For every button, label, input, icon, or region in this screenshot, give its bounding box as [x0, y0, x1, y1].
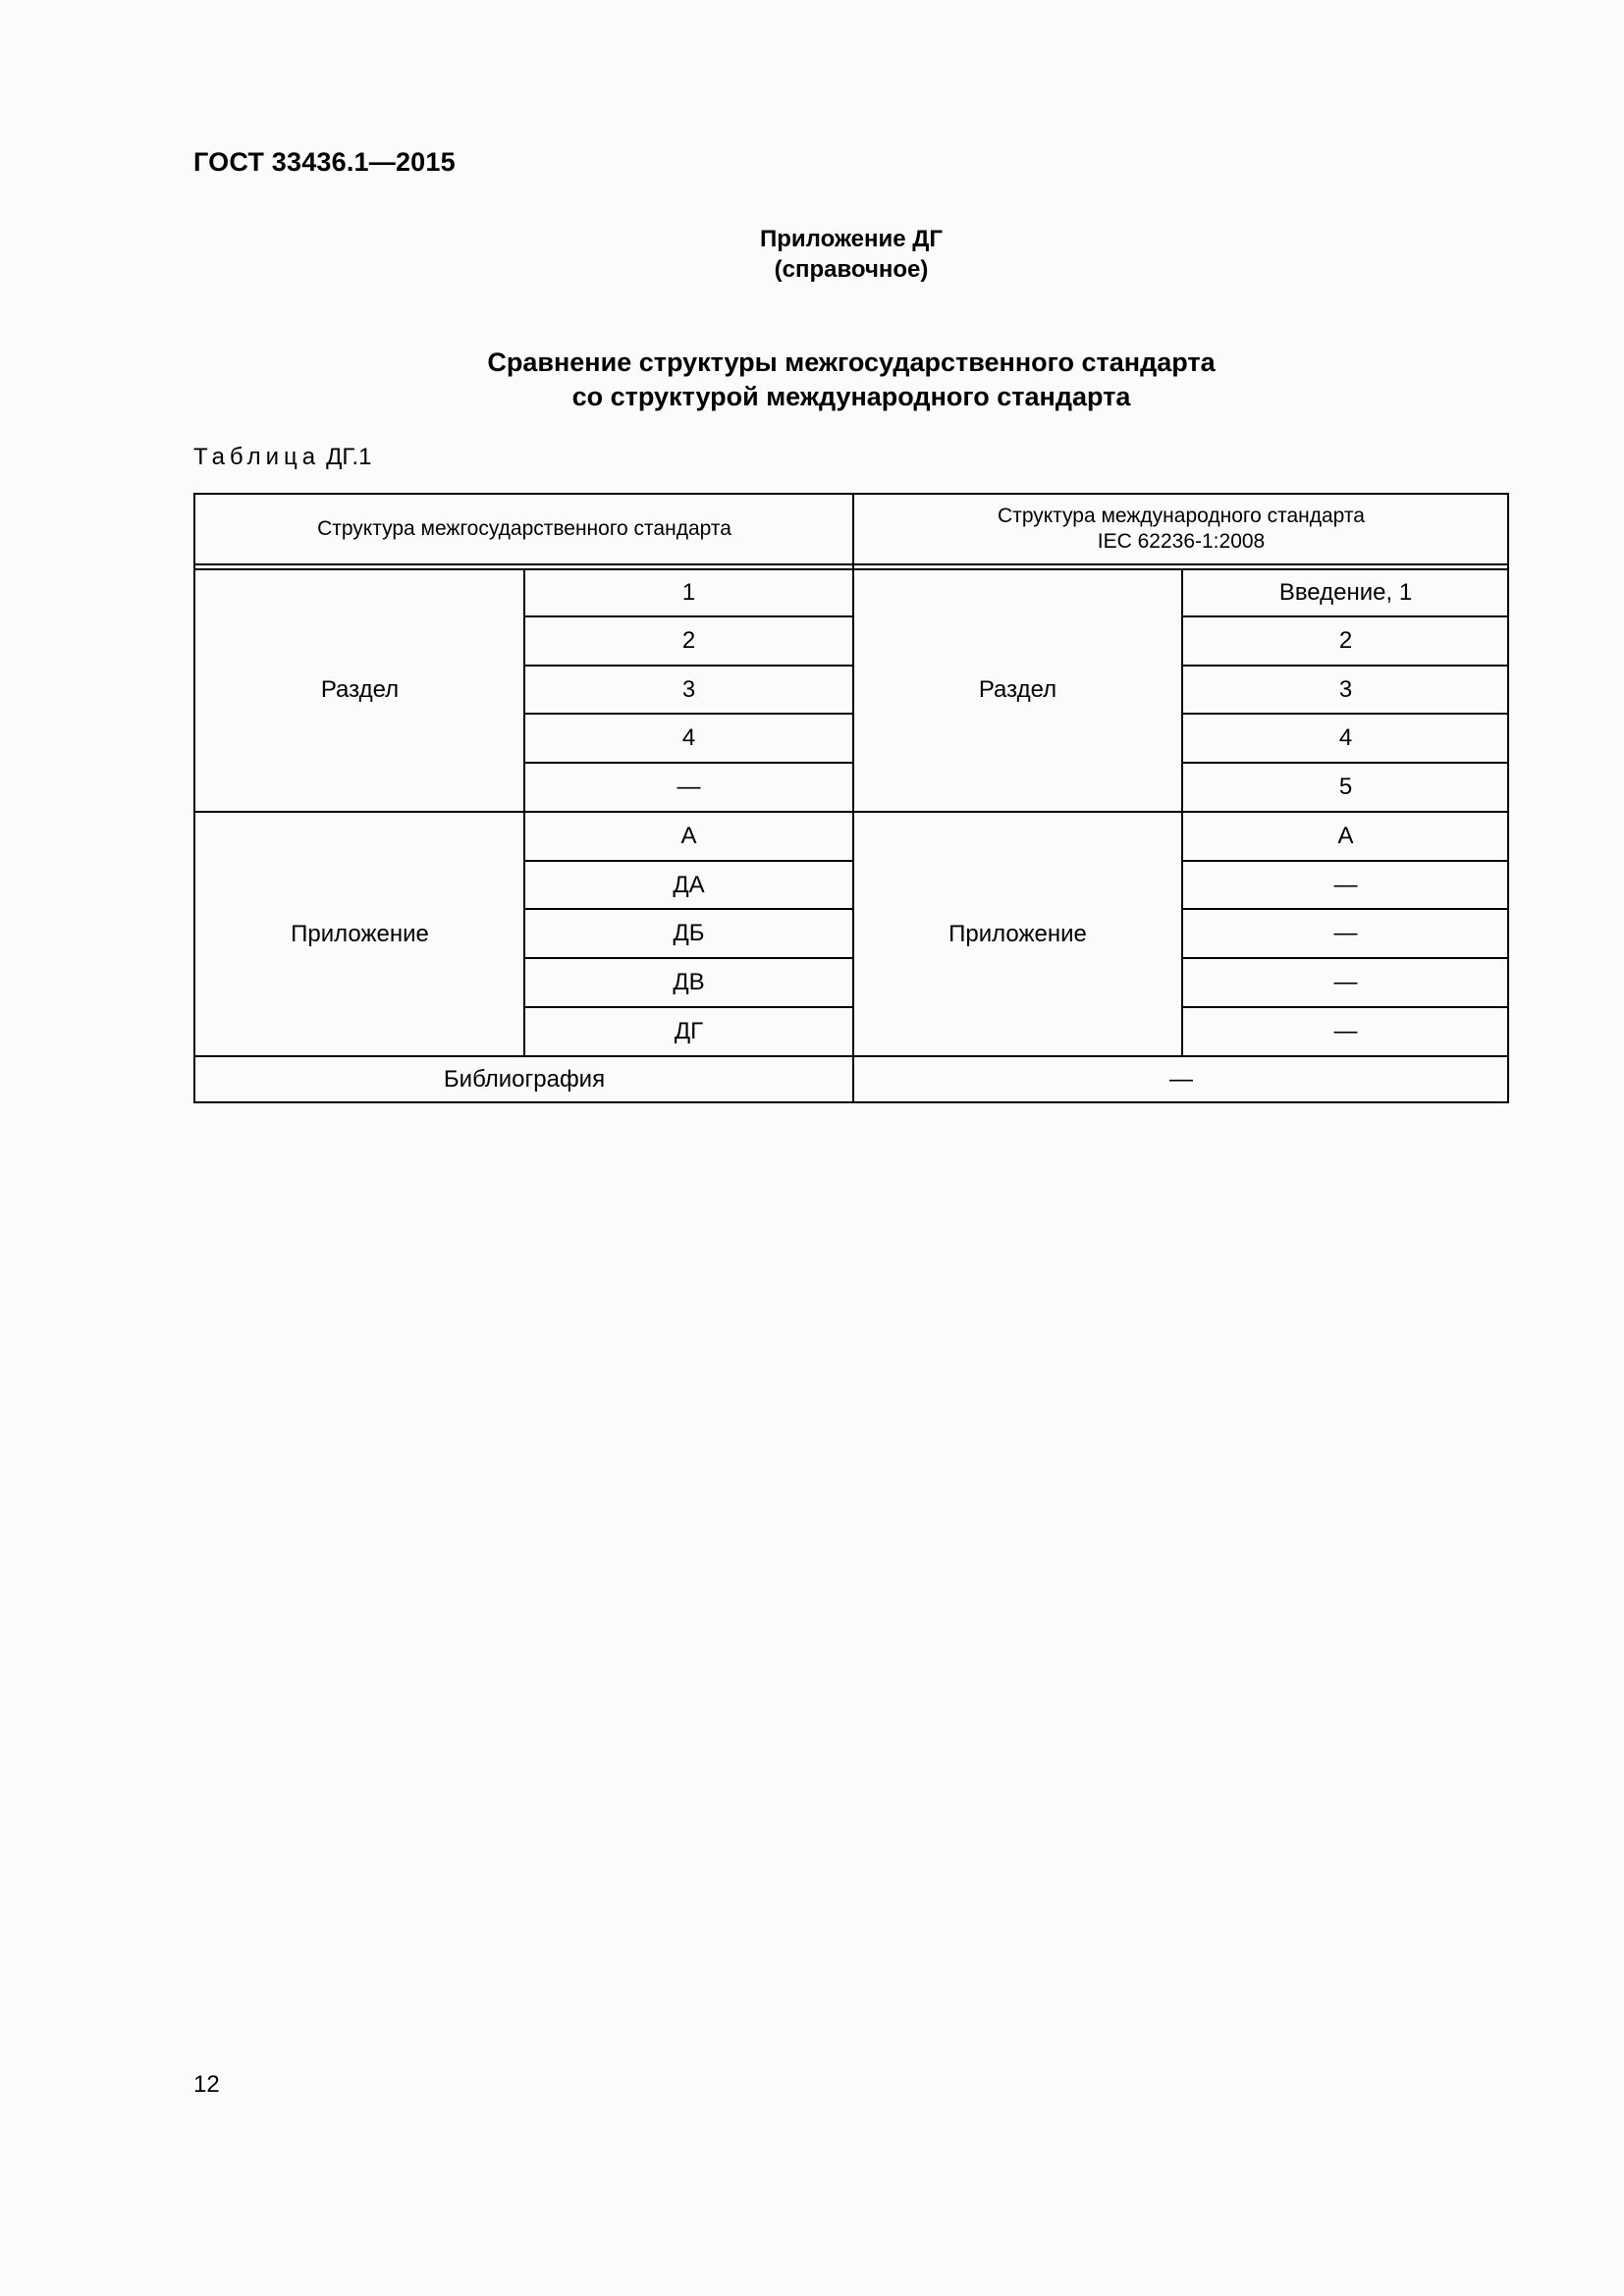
document-title — [0, 346, 1624, 414]
row-rule — [1181, 665, 1509, 667]
table-cell-right-appendix-1: А — [1337, 823, 1354, 849]
page-number: 12 — [193, 2071, 220, 2098]
table-cell-right-appendix-4: — — [1333, 969, 1358, 995]
row-rule — [523, 713, 853, 715]
table-cell-right-section-3: 3 — [1338, 675, 1353, 703]
table-cell-left-appendix-3: ДБ — [673, 920, 705, 946]
appendix-kind: (справочное) — [774, 256, 929, 283]
table-cell-left-section-5: — — [677, 774, 701, 800]
table-header-left: Структура межгосударственного стандарта — [317, 517, 731, 540]
table-cell-right-section-1: Введение, 1 — [1278, 578, 1413, 606]
table-header-right — [853, 495, 1509, 563]
center-column-rule — [852, 495, 854, 1103]
table-caption — [193, 444, 371, 471]
row-rule — [1181, 908, 1509, 910]
table-cell-left-appendix-1: А — [680, 823, 697, 849]
group-label-right-appendix: Приложение — [948, 920, 1087, 947]
row-rule — [1181, 615, 1509, 617]
document-code: ГОСТ 33436.1—2015 — [193, 147, 456, 177]
table-cell-left-appendix-4: ДВ — [673, 969, 705, 995]
row-rule — [523, 1006, 853, 1008]
table-caption-id: ДГ.1 — [326, 444, 372, 470]
footer-row-rule — [195, 1055, 1509, 1057]
group-label-right-section: Раздел — [978, 676, 1057, 703]
row-rule — [523, 860, 853, 862]
table-cell-right-section-4: 4 — [1338, 724, 1353, 751]
appendix-heading — [0, 224, 1624, 285]
table-header-right-line-1: Структура международного стандарта — [998, 505, 1365, 527]
document-title-line-2: со структурой международного стандарта — [571, 382, 1131, 411]
table-cell-left-section-3: 3 — [681, 675, 696, 703]
row-rule — [1181, 860, 1509, 862]
table-cell-left-section-1: 1 — [681, 578, 696, 606]
row-rule — [1181, 957, 1509, 959]
group-label-left-section: Раздел — [320, 676, 400, 703]
appendix-title: Приложение ДГ — [760, 226, 943, 252]
row-rule — [523, 665, 853, 667]
table-cell-right-section-5: 5 — [1338, 774, 1353, 800]
row-rule — [523, 762, 853, 764]
row-rule — [523, 957, 853, 959]
table-cell-right-appendix-5: — — [1333, 1018, 1358, 1044]
row-rule — [1181, 713, 1509, 715]
document-title-line-1: Сравнение структуры межгосударственного стандарта — [487, 347, 1216, 377]
row-rule — [523, 615, 853, 617]
table-cell-right-appendix-3: — — [1333, 920, 1358, 946]
group-separator-rule — [195, 811, 1509, 813]
table-cell-left-section-2: 2 — [681, 627, 696, 654]
row-rule — [1181, 1006, 1509, 1008]
table-cell-right-section-2: 2 — [1338, 627, 1353, 654]
table-cell-left-section-4: 4 — [681, 724, 696, 751]
row-rule — [523, 908, 853, 910]
table-cell-right-appendix-2: — — [1333, 871, 1358, 898]
table-cell-left-appendix-2: ДА — [673, 871, 705, 898]
table-cell-bibliography: Библиография — [443, 1066, 606, 1093]
row-rule — [1181, 762, 1509, 764]
table-cell-bibliography-right: — — [1169, 1066, 1193, 1093]
group-label-left-appendix: Приложение — [291, 920, 429, 947]
table-header-right-line-2: IEC 62236-1:2008 — [1097, 530, 1266, 553]
table-caption-word: Таблица — [193, 444, 321, 470]
comparison-table — [193, 493, 1509, 1103]
table-cell-left-appendix-5: ДГ — [674, 1018, 704, 1044]
